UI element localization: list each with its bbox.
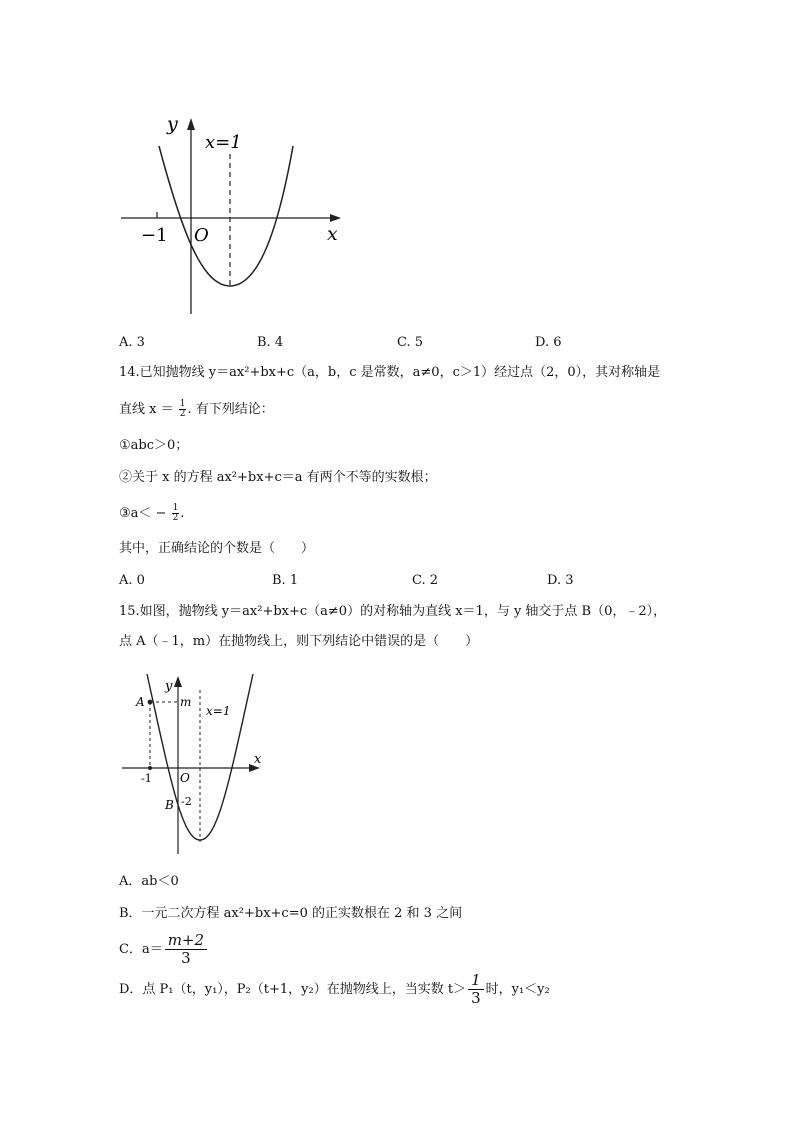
point-neg-one <box>148 766 152 770</box>
x-axis-label: x <box>327 223 338 245</box>
q15-option-c: C．a＝ $\frac{m+2}{3}$ <box>119 932 209 967</box>
q14-option-b: B. 1 <box>272 573 299 588</box>
point-a <box>148 700 153 705</box>
q14-option-a: A. 0 <box>119 573 145 588</box>
q13-option-d: D. 6 <box>535 335 562 350</box>
q13-option-c: C. 5 <box>397 335 424 350</box>
y-axis-arrow <box>187 118 195 130</box>
point-b-label: B <box>165 798 174 812</box>
q13-option-b: B. 4 <box>257 335 284 350</box>
parabola-graph-2 <box>118 668 278 858</box>
q14-question: 其中，正确结论的个数是（ ） <box>119 541 315 556</box>
q13-option-a: A. 3 <box>119 335 145 350</box>
neg-one-label: -1 <box>141 772 152 785</box>
q14-stem-line2: 直线 x ＝ $\frac{1}{2}$ . 有下列结论： <box>119 399 274 419</box>
y-axis-label: y <box>165 679 173 694</box>
q15-c-fraction: $\frac{m+2}{3}$ <box>165 932 207 967</box>
point-a-label: A <box>136 695 145 709</box>
neg-one-label: −1 <box>141 225 168 246</box>
x-axis-arrow <box>330 214 341 222</box>
neg-two-label: -2 <box>181 795 192 808</box>
q15-stem-line2: 点 A（﹣1，m）在抛物线上，则下列结论中错误的是（ ） <box>119 634 479 649</box>
q15-d-fraction: $\frac{1}{3}$ <box>468 972 484 1007</box>
q15-stem-line1: 15.如图，抛物线 y＝ax²+bx+c（a≠0）的对称轴为直线 x＝1，与 y 轴交于点 B（0，﹣2）， <box>119 604 667 619</box>
m-label: m <box>180 695 192 709</box>
q15-option-b: B．一元二次方程 ax²+bx+c=0 的正实数根在 2 和 3 之间 <box>119 906 463 921</box>
q15-option-a: A．ab＜0 <box>119 874 179 889</box>
parabola-curve <box>159 146 293 286</box>
y-axis-arrow <box>174 676 182 687</box>
q14-stem-line1: 14.已知抛物线 y＝ax²+bx+c（a，b，c 是常数，a≠0，c＞1）经过点（2，0），其对称轴是 <box>119 365 661 380</box>
q14-conclusion-1: ①abc＞0； <box>119 438 189 453</box>
symmetry-label: x=1 <box>206 704 231 718</box>
origin-label: O <box>180 771 190 785</box>
origin-label: O <box>194 225 209 246</box>
q15-option-d: D．点 P₁（t，y₁），P₂（t+1，y₂）在抛物线上，当实数 t＞ $\frac{1}{3}$ 时，y₁＜y₂ <box>119 971 550 1007</box>
y-axis-label: y <box>167 113 178 135</box>
q14-half-fraction: $\frac{1}{2}$ <box>179 399 186 419</box>
q14-conclusion-3: ③a＜ − $\frac{1}{2}$ . <box>119 503 185 523</box>
q14-conclusion-2: ②关于 x 的方程 ax²+bx+c＝a 有两个不等的实数根； <box>119 470 437 485</box>
x-axis-label: x <box>254 752 262 767</box>
q14-c3-fraction: $\frac{1}{2}$ <box>172 503 179 523</box>
q14-option-d: D. 3 <box>547 573 574 588</box>
parabola-graph-1 <box>115 108 350 318</box>
symmetry-label: x=1 <box>205 132 242 153</box>
q14-option-c: C. 2 <box>412 573 439 588</box>
